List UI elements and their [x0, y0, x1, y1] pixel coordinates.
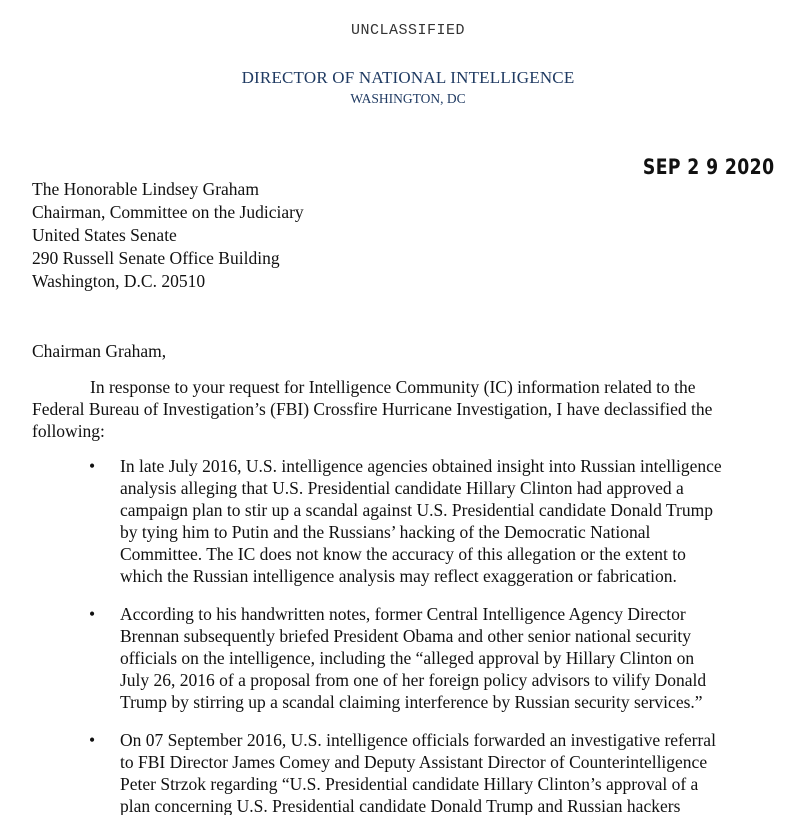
addressee-block	[32, 178, 304, 293]
list-item	[0, 455, 808, 587]
list-item-line: Committee. The IC does not know the accuracy of this allegation or the extent to	[120, 544, 686, 564]
list-item-line: On 07 September 2016, U.S. intelligence officials forwarded an investigative referral	[120, 730, 716, 750]
list-item-line: According to his handwritten notes, former Central Intelligence Agency Director	[120, 604, 686, 624]
list-item-line: officials on the intelligence, including the “alleged approval by Hillary Clinton on	[120, 648, 695, 668]
classification-marking: UNCLASSIFIED	[350, 22, 466, 39]
letterhead-organization: DIRECTOR OF NATIONAL INTELLIGENCE	[241, 68, 575, 87]
addressee-line: Chairman, Committee on the Judiciary	[32, 202, 304, 222]
letterhead-location: WASHINGTON, DC	[350, 91, 466, 106]
list-item-line: July 26, 2016 of a proposal from one of her foreign policy advisors to vilify Donald	[120, 670, 707, 690]
addressee-line: The Honorable Lindsey Graham	[32, 179, 259, 199]
intro-line: In response to your request for Intelligence Community (IC) information related to the	[90, 377, 696, 397]
list-item-line: which the Russian intelligence analysis may reflect exaggeration or fabrication.	[120, 566, 677, 586]
intro-line: following:	[32, 421, 105, 441]
list-item-line: Trump by stirring up a scandal claiming interference by Russian security services.”	[120, 692, 703, 712]
list-item-line: by tying him to Putin and the Russians’ hacking of the Democratic National	[120, 522, 651, 542]
list-item-line: Brennan subsequently briefed President Obama and other senior national security	[120, 626, 692, 646]
list-item-line: plan concerning U.S. Presidential candidate Donald Trump and Russian hackers	[120, 796, 681, 815]
letterhead	[0, 68, 808, 108]
list-item-line: to FBI Director James Comey and Deputy Assistant Director of Counterintelligence	[120, 752, 708, 772]
addressee-line: 290 Russell Senate Office Building	[32, 248, 280, 268]
addressee-line: United States Senate	[32, 225, 177, 245]
intro-line: Federal Bureau of Investigation’s (FBI) Crossfire Hurricane Investigation, I have declassified the	[32, 399, 713, 419]
list-item-line: campaign plan to stir up a scandal against U.S. Presidential candidate Donald Trump	[120, 500, 713, 520]
bullet-icon: •	[89, 456, 96, 476]
bullet-icon: •	[89, 730, 96, 750]
list-item-line: analysis alleging that U.S. Presidential candidate Hillary Clinton had approved a	[120, 478, 684, 498]
list-item	[0, 729, 808, 815]
intro-paragraph	[32, 376, 774, 442]
list-item-line: Peter Strzok regarding “U.S. Presidential candidate Hillary Clinton’s approval of a	[120, 774, 699, 794]
addressee-line: Washington, D.C. 20510	[32, 271, 206, 291]
salutation: Chairman Graham,	[32, 341, 167, 361]
bullet-icon: •	[89, 604, 96, 624]
date-stamp: SEP 2 9 2020	[642, 155, 774, 179]
list-item	[0, 603, 808, 713]
declassified-items-list	[0, 455, 808, 815]
list-item-line: In late July 2016, U.S. intelligence agencies obtained insight into Russian intelligence	[120, 456, 722, 476]
